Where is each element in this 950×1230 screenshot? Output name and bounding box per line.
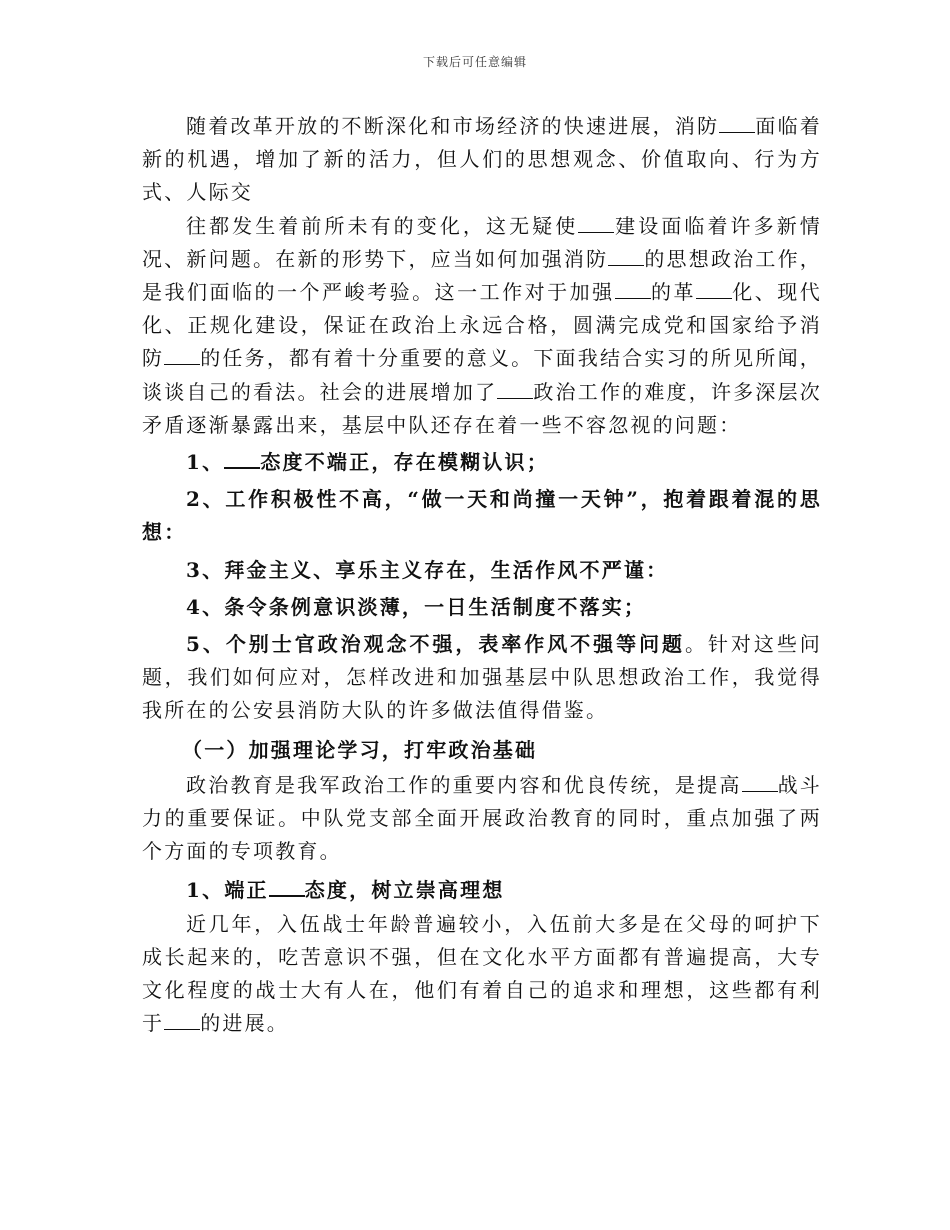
text-run: 政治工作的难度，许多深层次矛盾逐渐暴露出来，基层中队还存在着一些不容忽视的问题： — [142, 379, 822, 437]
problem-item-4: 4、条令条例意识淡薄，一日生活制度不落实； — [186, 594, 647, 619]
blank-line — [224, 449, 260, 469]
text-run: 态度，树立崇高理想 — [304, 878, 505, 903]
text-run: 的任务，都有着十分重要的意义。下面我结合实习的所见所闻，谈谈自己的看法。社会的进展增加了 — [142, 346, 822, 404]
paragraph-recruits — [142, 908, 822, 1041]
blank-line — [608, 247, 644, 266]
page-header: 下载后可任意编辑 — [422, 55, 527, 69]
blank-line — [742, 773, 778, 792]
subheading-1 — [142, 874, 822, 907]
blank-line — [696, 280, 732, 299]
text-run: 随着改革开放的不断深化和市场经济的快速进展，消防 — [186, 114, 720, 138]
blank-line — [497, 380, 533, 399]
blank-line — [615, 280, 651, 299]
text-run: 政治教育是我军政治工作的重要内容和优良传统，是提高 — [186, 772, 742, 797]
text-run: 的革 — [650, 280, 696, 305]
text-run: 1、端正 — [186, 878, 269, 903]
blank-line — [164, 346, 200, 365]
text-run: 化、现代化、正规化建设，保证在政治上永远合格，圆满完成党和国家给予消防 — [142, 280, 822, 371]
text-run: 的进展。 — [200, 1011, 290, 1036]
document-body — [142, 110, 822, 1040]
problem-item-3: 3、拜金主义、享乐主义存在，生活作风不严谨： — [186, 557, 669, 582]
text-run: 1、 — [186, 450, 225, 475]
text-run: 建设面临着许多新情况、新问题。在新的形势下，应当如何加强消防 — [142, 213, 822, 271]
paragraph-intro — [142, 110, 822, 210]
problem-item-2: 2、工作积极性不高，“做一天和尚撞一天钟”，抱着跟着混的思想： — [142, 487, 822, 545]
paragraph-context — [142, 210, 822, 442]
blank-line — [578, 214, 614, 233]
blank-line — [719, 114, 755, 133]
problem-item-1 — [142, 446, 822, 479]
text-run: 态度不端正，存在模糊认识； — [260, 450, 549, 475]
section-heading: （一）加强理论学习，打牢政治基础 — [182, 737, 538, 762]
paragraph-education — [142, 769, 822, 869]
blank-line — [164, 1011, 200, 1030]
blank-line — [269, 877, 305, 897]
text-run: 5、个别士官政治观念不强，表率作风不强等问题 — [186, 632, 685, 657]
text-run: 的思想政治工作，是我们面临的一个严峻考验。这一工作对于加强 — [142, 246, 822, 305]
text-run: 往都发生着前所未有的变化，这无疑使 — [186, 213, 579, 238]
text-run: 战斗力的重要保证。中队党支部全面开展政治教育的同时，重点加强了两个方面的专项教育。 — [142, 772, 823, 864]
problem-item-5 — [142, 628, 822, 728]
text-run: 近几年，入伍战士年龄普遍较小，入伍前大多是在父母的呵护下成长起来的，吃苦意识不强，但在文化水平方面都有普遍提高，大专文化程度的战士大有人在，他们有着自己的追求和理想，这些都有利于 — [142, 911, 822, 1036]
text-run: 。针对这些问题，我们如何应对，怎样改进和加强基层中队思想政治工作，我觉得我所在的公安县消防大队的许多做法值得借鉴。 — [142, 632, 822, 723]
text-run: 面临着新的机遇，增加了新的活力，但人们的思想观念、价值取向、行为方式、人际交 — [142, 114, 822, 205]
